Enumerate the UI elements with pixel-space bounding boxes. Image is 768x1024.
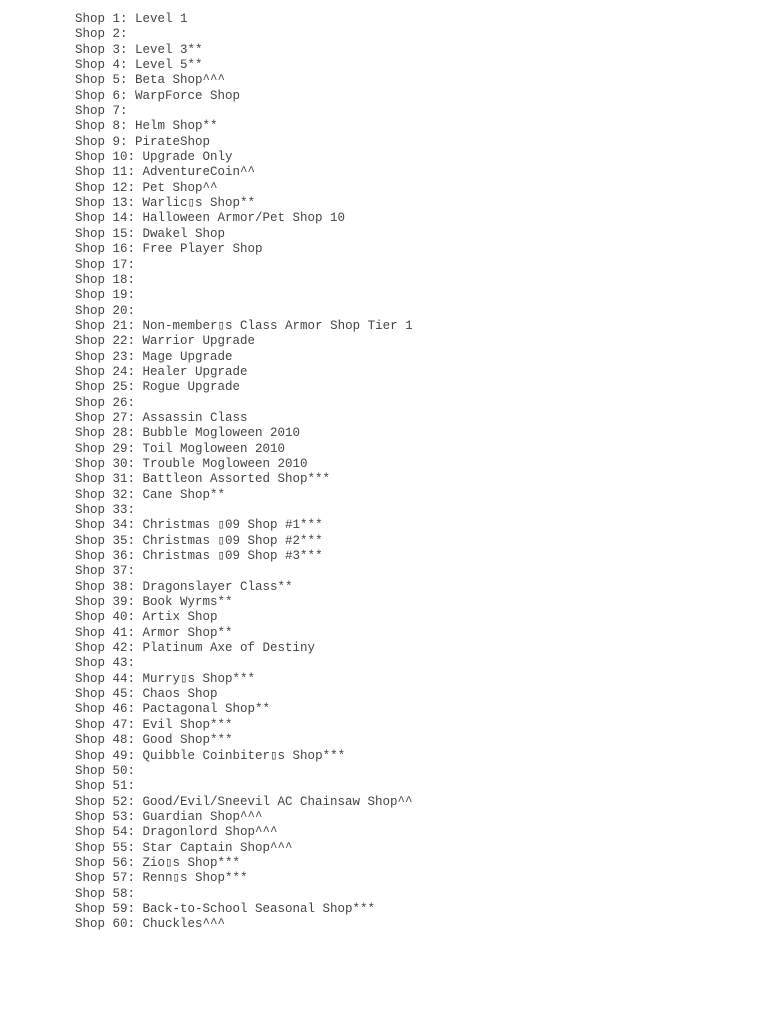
shop-line: Shop 2: — [75, 27, 128, 42]
shop-line: Shop 18: — [75, 272, 136, 287]
shop-line: Shop 17: — [75, 257, 136, 272]
shop-line: Shop 35: Christmas ▯09 Shop #2*** — [75, 533, 323, 548]
shop-line: Shop 14: Halloween Armor/Pet Shop 10 — [75, 211, 346, 226]
shop-line: Shop 12: Pet Shop^^ — [75, 180, 218, 195]
shop-line: Shop 42: Platinum Axe of Destiny — [75, 641, 316, 656]
shop-line: Shop 1: Level 1 — [75, 12, 188, 26]
shop-line: Shop 58: — [75, 886, 136, 901]
shop-line: Shop 33: — [75, 503, 136, 517]
shop-line: Shop 43: — [75, 656, 136, 671]
shop-line: Shop 24: Healer Upgrade — [75, 364, 248, 379]
shop-line: Shop 8: Helm Shop** — [75, 119, 218, 134]
shop-line: Shop 38: Dragonslayer Class** — [75, 579, 293, 594]
shop-line: Shop 32: Cane Shop** — [75, 487, 226, 502]
shop-line: Shop 25: Rogue Upgrade — [75, 380, 241, 395]
shop-line: Shop 40: Artix Shop — [75, 610, 218, 625]
shop-line: Shop 22: Warrior Upgrade — [75, 334, 256, 349]
shop-line: Shop 45: Chaos Shop — [75, 687, 218, 702]
shop-line: Shop 7: — [75, 104, 128, 119]
shop-line: Shop 49: Quibble Coinbiter▯s Shop*** — [75, 748, 346, 763]
shop-line: Shop 37: — [75, 564, 136, 579]
shop-line: Shop 28: Bubble Mogloween 2010 — [75, 426, 301, 441]
shop-line: Shop 4: Level 5** — [75, 58, 203, 73]
shop-line: Shop 39: Book Wyrms** — [75, 595, 233, 610]
shop-line: Shop 3: Level 3** — [75, 42, 203, 57]
shop-line: Shop 20: — [75, 303, 136, 318]
shop-line: Shop 48: Good Shop*** — [75, 733, 233, 748]
shop-line: Shop 46: Pactagonal Shop** — [75, 702, 271, 717]
shop-line: Shop 55: Star Captain Shop^^^ — [75, 840, 293, 855]
shop-line: Shop 36: Christmas ▯09 Shop #3*** — [75, 549, 323, 564]
shop-line: Shop 47: Evil Shop*** — [75, 717, 233, 732]
shop-line: Shop 27: Assassin Class — [75, 410, 248, 425]
shop-line: Shop 41: Armor Shop** — [75, 625, 233, 640]
shop-line: Shop 6: WarpForce Shop — [75, 88, 241, 103]
shop-list — [75, 12, 413, 933]
shop-line: Shop 51: — [75, 779, 136, 794]
shop-line: Shop 11: AdventureCoin^^ — [75, 165, 256, 180]
shop-line: Shop 44: Murry▯s Shop*** — [75, 671, 256, 686]
shop-line: Shop 31: Battleon Assorted Shop*** — [75, 472, 331, 487]
shop-line: Shop 9: PirateShop — [75, 134, 211, 149]
shop-line: Shop 50: — [75, 763, 136, 778]
shop-line: Shop 13: Warlic▯s Shop** — [75, 196, 256, 211]
shop-line: Shop 30: Trouble Mogloween 2010 — [75, 456, 308, 471]
shop-line: Shop 21: Non-member▯s Class Armor Shop Tier 1 — [75, 318, 413, 333]
shop-line: Shop 52: Good/Evil/Sneevil AC Chainsaw Shop^^ — [75, 794, 413, 809]
shop-line: Shop 53: Guardian Shop^^^ — [75, 809, 263, 824]
shop-line: Shop 10: Upgrade Only — [75, 150, 233, 165]
shop-line: Shop 34: Christmas ▯09 Shop #1*** — [75, 518, 323, 533]
shop-line: Shop 59: Back-to-School Seasonal Shop*** — [75, 901, 376, 916]
shop-line: Shop 29: Toil Mogloween 2010 — [75, 441, 286, 456]
shop-line: Shop 26: — [75, 395, 136, 410]
shop-line: Shop 16: Free Player Shop — [75, 242, 263, 257]
shop-line: Shop 5: Beta Shop^^^ — [75, 73, 226, 88]
shop-line: Shop 60: Chuckles^^^ — [75, 917, 226, 932]
shop-line: Shop 19: — [75, 288, 136, 303]
shop-line: Shop 23: Mage Upgrade — [75, 349, 233, 364]
shop-line: Shop 56: Zio▯s Shop*** — [75, 855, 241, 870]
shop-line: Shop 15: Dwakel Shop — [75, 226, 226, 241]
shop-line: Shop 54: Dragonlord Shop^^^ — [75, 825, 278, 840]
shop-line: Shop 57: Renn▯s Shop*** — [75, 871, 248, 886]
